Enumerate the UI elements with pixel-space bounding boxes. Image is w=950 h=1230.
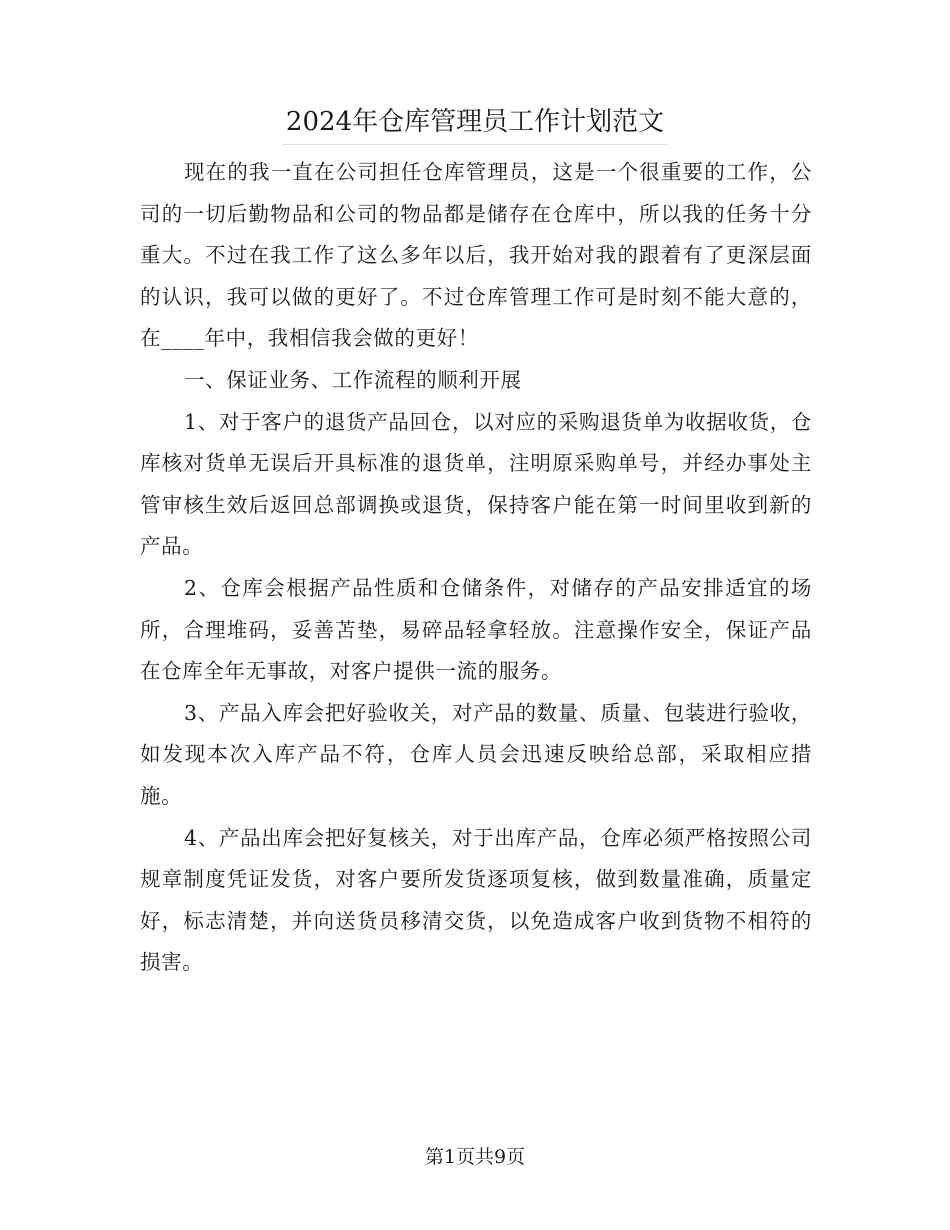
item-paragraph-3: 3、产品入库会把好验收关，对产品的数量、质量、包装进行验收，如发现本次入库产品不符，仓库人员会迅速反映给总部，采取相应措施。 <box>140 700 812 808</box>
document-title <box>0 100 950 145</box>
item-paragraph-4: 4、产品出库会把好复核关，对于出库产品，仓库必须严格按照公司规章制度凭证发货，对客户要所发货逐项复核，做到数量准确，质量定好，标志清楚，并向送货员移清交货，以免造成客户收到货物不相符的损害。 <box>140 825 812 975</box>
intro-paragraph: 现在的我一直在公司担任仓库管理员，这是一个很重要的工作，公司的一切后勤物品和公司的物品都是储存在仓库中，所以我的任务十分重大。不过在我工作了这么多年以后，我开始对我的跟着有了更深层面的认识，我可以做的更好了。不过仓库管理工作可是时刻不能大意的，在____年中，我相信我会做的更好！ <box>140 160 812 351</box>
page-number: 第1页共9页 <box>424 1146 526 1168</box>
item-paragraph-2: 2、仓库会根据产品性质和仓储条件，对储存的产品安排适宜的场所，合理堆码，妥善苫垫，易碎品轻拿轻放。注意操作安全，保证产品在仓库全年无事故，对客户提供一流的服务。 <box>140 575 812 684</box>
document-body <box>140 152 812 984</box>
document-title-text: 2024年仓库管理员工作计划范文 <box>282 100 668 145</box>
item-paragraph-1: 1、对于客户的退货产品回仓，以对应的采购退货单为收据收货，仓库核对货单无误后开具标准的退货单，注明原采购单号，并经办事处主管审核生效后返回总部调换或退货，保持客户能在第一时间里收到新的产品。 <box>140 409 812 559</box>
section-heading: 一、保证业务、工作流程的顺利开展 <box>184 367 522 392</box>
